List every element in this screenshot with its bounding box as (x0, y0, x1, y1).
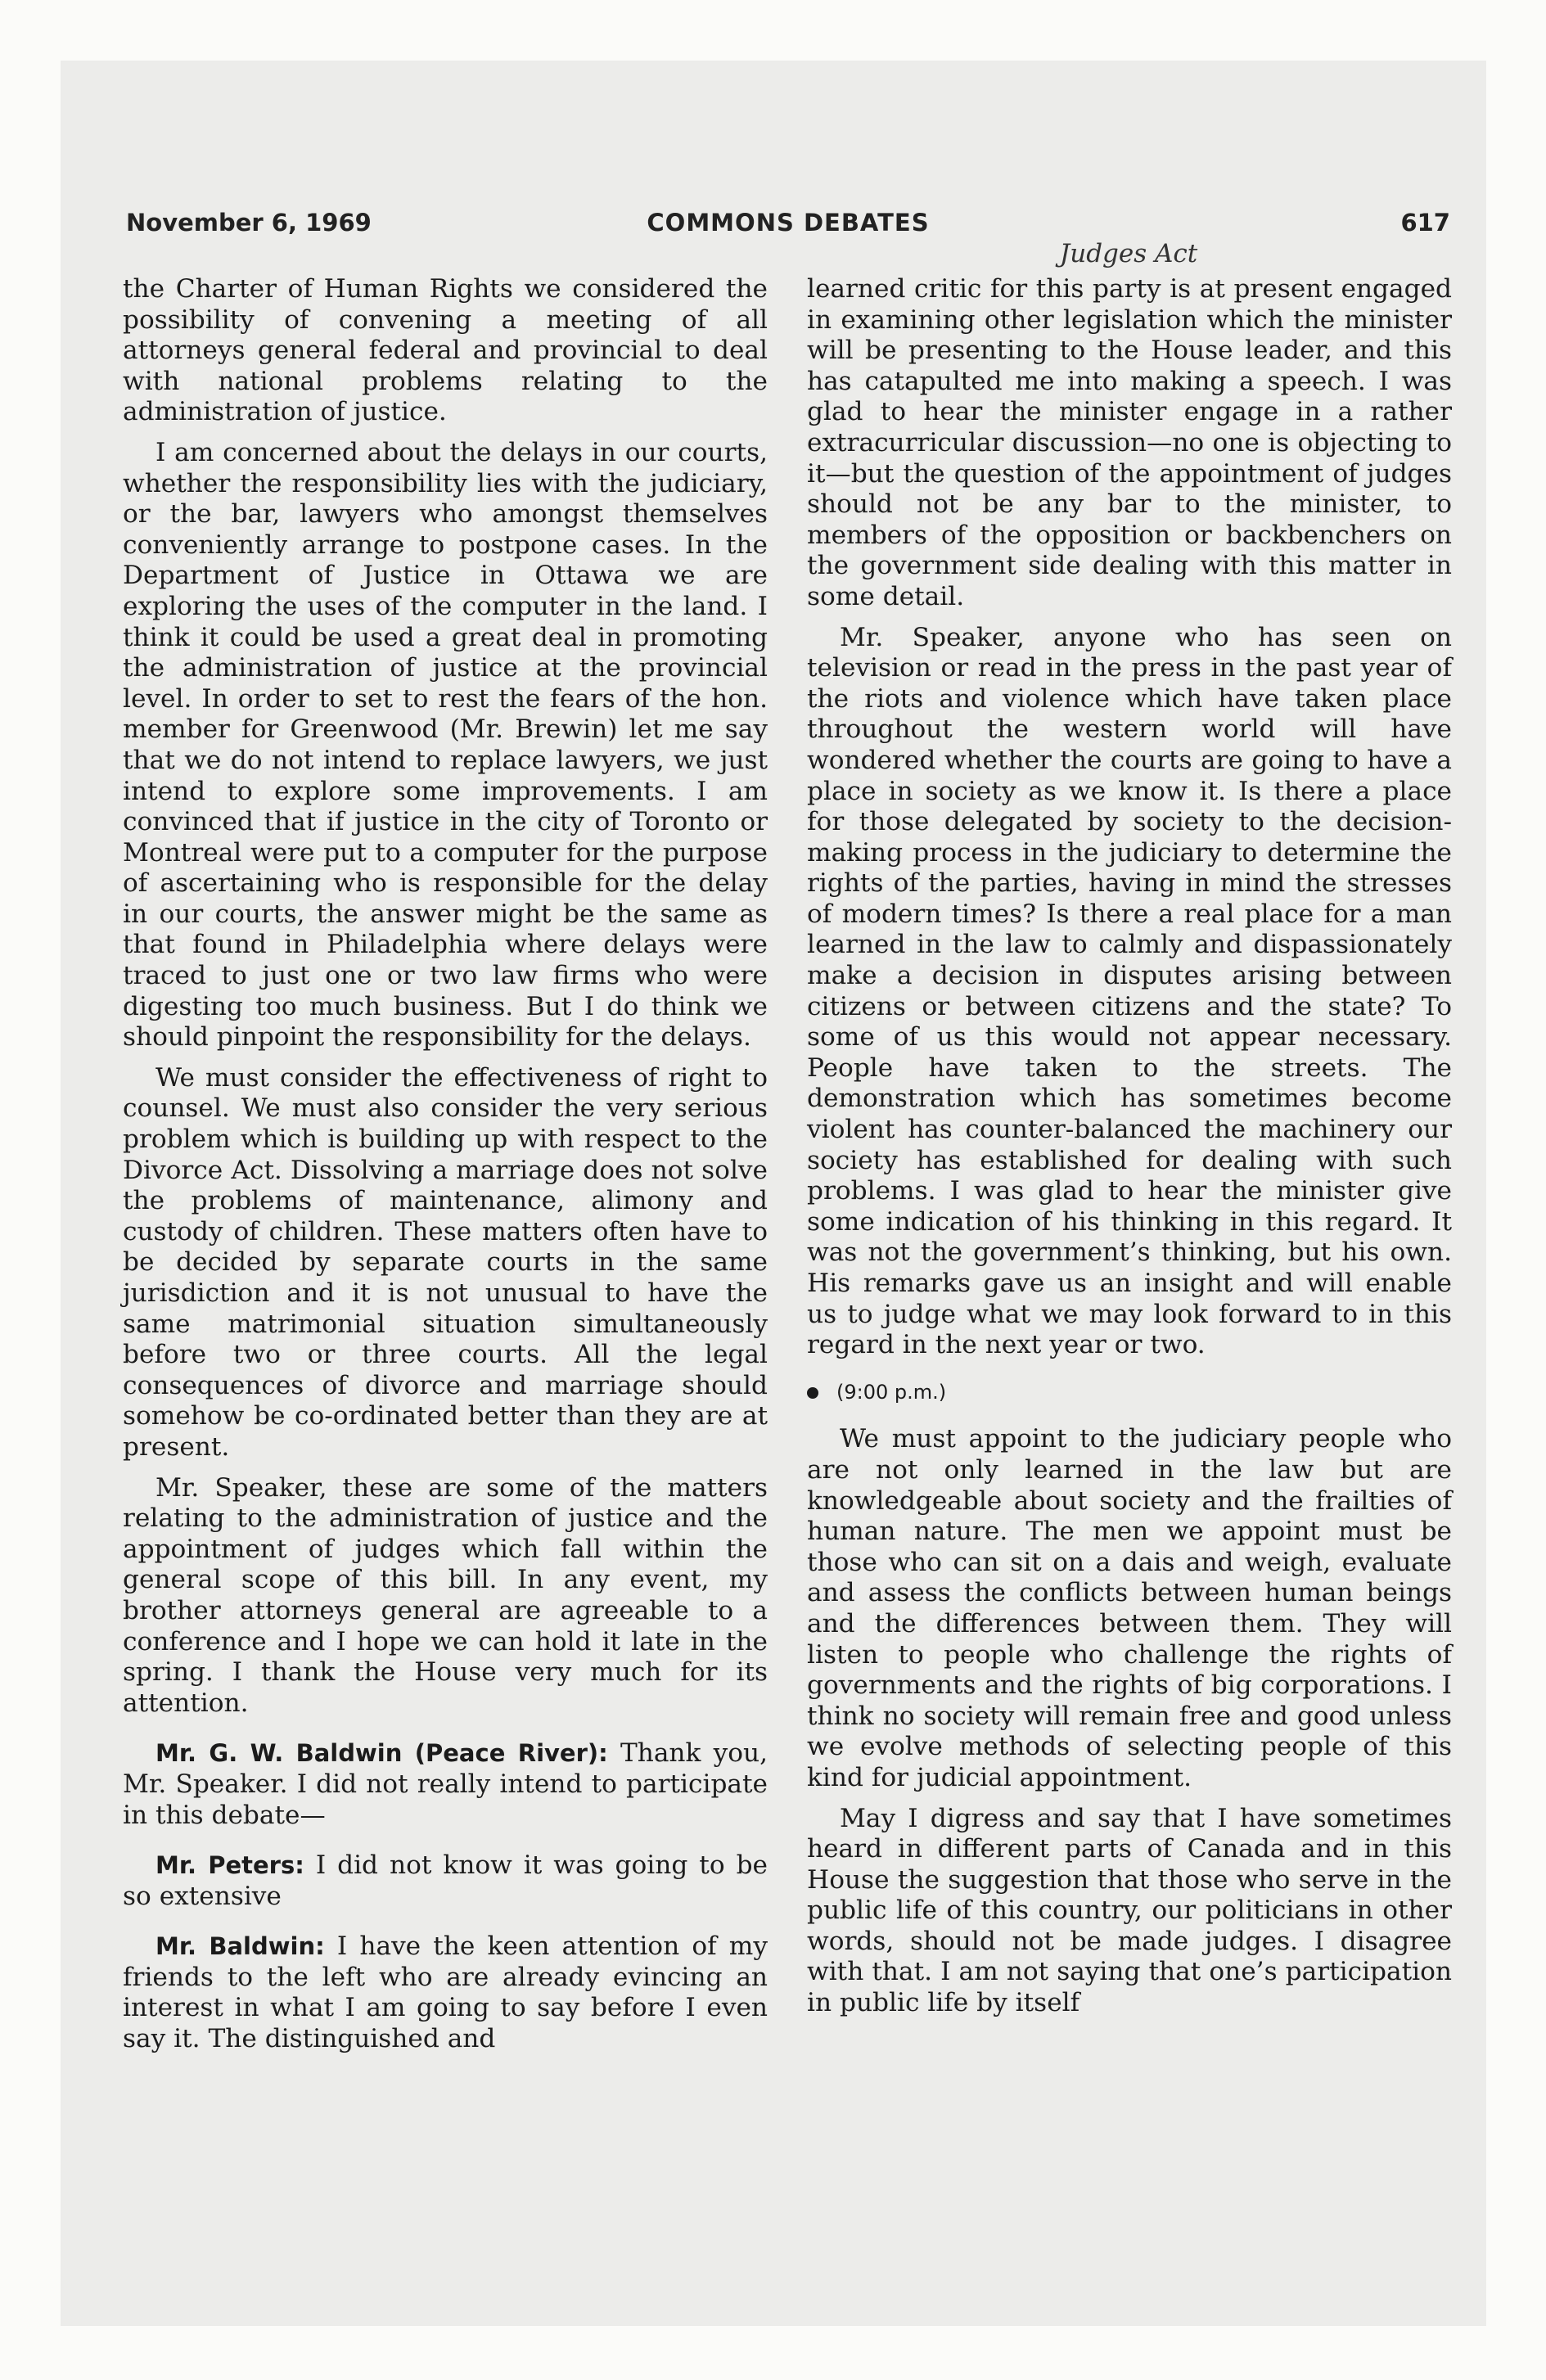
speech-text: I have the keen attention of my friends to the left who are already evincing an interest in what I am going to say before I even say it. The distinguished and (123, 1931, 768, 2054)
speech-text: Thank you, Mr. Speaker. I did not really intend to participate in this debate— (123, 1738, 768, 1830)
paragraph: learned critic for this party is at present engaged in examining other legislation which the minister will be presenting to the House leader, and this has catapulted me into making a speech. I was glad to hear the minister engage in a rather extracurricular discussion—no one is objecting to it—but the question of the appointment of judges should not be any bar to the minister, to members of the opposition or backbenchers on the government side dealing with this matter in some detail. (807, 274, 1452, 611)
bullet-icon (807, 1387, 818, 1399)
paragraph: May I digress and say that I have sometimes heard in different parts of Canada and in this House the suggestion that those who serve in the public life of this country, our politicians in other words, should not be made judges. I disagree with that. I am not saying that one’s participation in public life by itself (807, 1803, 1452, 2018)
speaker-name: Mr. Baldwin: (156, 1932, 325, 1961)
section-subject: Judges Act (1059, 239, 1198, 268)
paragraph: Mr. Speaker, these are some of the matters relating to the administration of justice and the appointment of judges which fall within the general scope of this bill. In any event, my brother attorneys general are agreeable to a conference and I hope we can hold it late in the spring. I thank the House very much for its attention. (123, 1472, 768, 1718)
speaker-name: Mr. Peters: (156, 1851, 304, 1880)
paragraph: Mr. Speaker, anyone who has seen on television or read in the press in the past year of the riots and violence which have taken place throughout the western world will have wondered whether the courts are going to have a place in society as we know it. Is there a place for those delegated by society to the decision-making process in the judiciary to determine the rights of the parties, having in mind the stresses of modern times? Is there a real place for a man learned in the law to calmly and dispassionately make a decision in disputes arising between citizens or between citizens and the state? To some of us this would not appear necessary. People have taken to the streets. The demonstration which has sometimes become violent has counter-balanced the machinery our society has established for dealing with such problems. I was glad to hear the minister give some indication of his thinking in this regard. It was not the government’s thinking, but his own. His remarks gave us an insight and will enable us to judge what we may look forward to in this regard in the next year or two. (807, 622, 1452, 1360)
time-text: (9:00 p.m.) (836, 1380, 947, 1404)
speaker-name: Mr. G. W. Baldwin (Peace River): (156, 1739, 608, 1768)
speech (123, 1931, 768, 2054)
left-column (123, 274, 768, 2065)
header-date: November 6, 1969 (126, 209, 372, 237)
speech-text: I did not know it was going to be so extensive (123, 1850, 768, 1911)
page-number: 617 (1400, 209, 1450, 237)
header-title: COMMONS DEBATES (647, 209, 930, 237)
right-column (807, 274, 1452, 2029)
speech (123, 1850, 768, 1912)
paragraph: We must consider the effectiveness of right to counsel. We must also consider the very serious problem which is building up with respect to the Divorce Act. Dissolving a marriage does not solve the problems of maintenance, alimony and custody of children. These matters often have to be decided by separate courts in the same jurisdiction and it is not unusual to have the same matrimonial situation simultaneously before two or three courts. All the legal consequences of divorce and marriage should somehow be co-ordinated better than they are at present. (123, 1062, 768, 1462)
paragraph: We must appoint to the judiciary people who are not only learned in the law but are knowledgeable about society and the frailties of human nature. The men we appoint must be those who can sit on a dais and weigh, evaluate and assess the conflicts between human beings and the differences between them. They will listen to people who challenge the rights of governments and the rights of big corporations. I think no society will remain free and good unless we evolve methods of selecting people of this kind for judicial appointment. (807, 1424, 1452, 1792)
time-marker (807, 1377, 1452, 1409)
paragraph: I am concerned about the delays in our courts, whether the responsibility lies with the judiciary, or the bar, lawyers who amongst themselves conveniently arrange to postpone cases. In the Department of Justice in Ottawa we are exploring the uses of the computer in the land. I think it could be used a great deal in promoting the administration of justice at the provincial level. In order to set to rest the fears of the hon. member for Greenwood (Mr. Brewin) let me say that we do not intend to replace lawyers, we just intend to explore some improvements. I am convinced that if justice in the city of Toronto or Montreal were put to a computer for the purpose of ascertaining who is responsible for the delay in our courts, the answer might be the same as that found in Philadelphia where delays were traced to just one or two law firms who were digesting too much business. But I do think we should pinpoint the responsibility for the delays. (123, 437, 768, 1053)
speech (123, 1738, 768, 1831)
running-header (126, 205, 1450, 241)
paragraph: the Charter of Human Rights we considered the possibility of convening a meeting of all attorneys general federal and provincial to deal with national problems relating to the administration of justice. (123, 274, 768, 427)
